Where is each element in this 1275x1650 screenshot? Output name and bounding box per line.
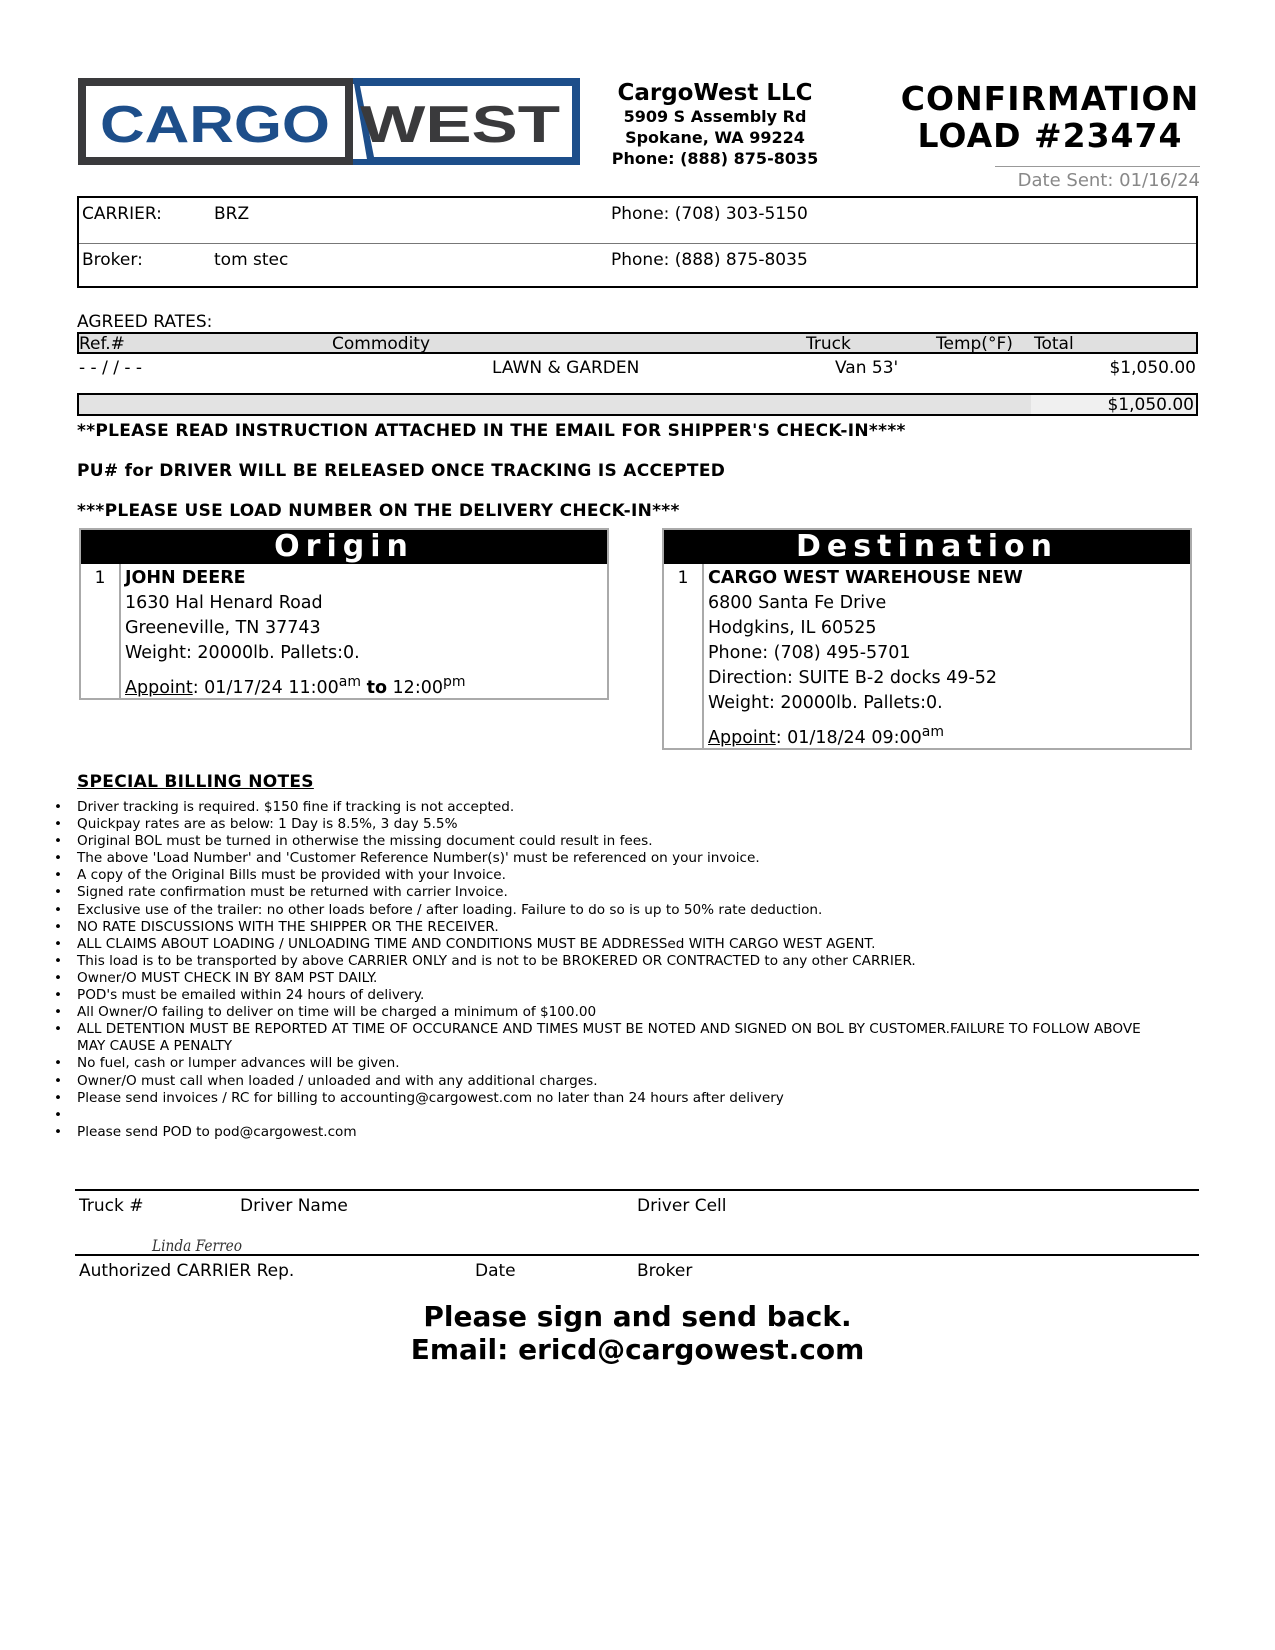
destination-appoint-label: Appoint [708, 727, 776, 748]
note-item: • Original BOL must be turned in otherwise the missing document could result in fees. [54, 833, 1164, 850]
carrier-value: BRZ [214, 204, 250, 224]
carrier-phone: Phone: (708) 303-5150 [611, 204, 808, 224]
destination-stop-number: 1 [664, 564, 704, 748]
header-commodity: Commodity [332, 334, 431, 354]
note-item: • Owner/O must call when loaded / unloaded and with any additional charges. [54, 1073, 1164, 1090]
origin-stop-number: 1 [81, 564, 121, 698]
rate-total: $1,050.00 [1109, 358, 1196, 378]
driver-cell-label: Driver Cell [637, 1196, 727, 1216]
broker-phone: Phone: (888) 875-8035 [611, 250, 808, 270]
cargowest-logo [78, 78, 580, 165]
destination-city: Hodgkins, IL 60525 [708, 618, 877, 638]
destination-name: CARGO WEST WAREHOUSE NEW [708, 568, 1023, 588]
destination-address: 6800 Santa Fe Drive [708, 593, 887, 613]
destination-box [662, 528, 1192, 750]
carrier-label: CARRIER: [82, 204, 162, 224]
origin-city: Greeneville, TN 37743 [125, 618, 321, 638]
broker-row [79, 244, 1196, 289]
instruction-delivery: ***PLEASE USE LOAD NUMBER ON THE DELIVERY CHECK-IN*** [77, 501, 680, 521]
instruction-pu: PU# for DRIVER WILL BE RELEASED ONCE TRACKING IS ACCEPTED [77, 461, 726, 481]
destination-details [708, 566, 1186, 751]
note-item: • ALL DETENTION MUST BE REPORTED AT TIME OF OCCURANCE AND TIMES MUST BE NOTED AND SIGNED ON BOL BY CUSTOMER.FAILURE TO FOLLOW ABOVE MAY CAUSE A PENALTY [54, 1021, 1164, 1055]
note-item: • Please send invoices / RC for billing to accounting@cargowest.com no later than 24 hours after delivery [54, 1090, 1164, 1107]
note-item: • POD's must be emailed within 24 hours of delivery. [54, 987, 1164, 1004]
origin-pm: pm [442, 674, 466, 690]
rate-row [77, 358, 1198, 382]
broker-sign-label: Broker [637, 1261, 693, 1281]
note-item: • Please send POD to pod@cargowest.com [54, 1124, 1164, 1141]
origin-details [125, 566, 603, 701]
signature-top-rule [75, 1189, 1199, 1191]
rate-commodity: LAWN & GARDEN [492, 358, 640, 378]
destination-appoint-time: : 01/18/24 09:00 [775, 727, 922, 748]
header-total: Total [1034, 334, 1074, 354]
destination-appointment [708, 720, 1186, 751]
destination-direction: Direction: SUITE B-2 docks 49-52 [708, 668, 998, 688]
header-temp: Temp(°F) [936, 334, 1013, 354]
company-info [590, 80, 840, 169]
origin-weight: Weight: 20000lb. Pallets:0. [125, 643, 360, 663]
logo-text-cargo: CARGO [100, 96, 330, 154]
origin-box [79, 528, 609, 700]
broker-value: tom stec [214, 250, 289, 270]
note-item: • NO RATE DISCUSSIONS WITH THE SHIPPER OR THE RECEIVER. [54, 919, 1164, 936]
origin-address: 1630 Hal Henard Road [125, 593, 323, 613]
note-item: • Signed rate confirmation must be returned with carrier Invoice. [54, 884, 1164, 901]
broker-label: Broker: [82, 250, 143, 270]
origin-appoint-time: : 01/17/24 11:00 [192, 677, 339, 698]
grand-total: $1,050.00 [1031, 395, 1196, 414]
carrier-box [77, 196, 1198, 288]
note-item: • All Owner/O failing to deliver on time will be charged a minimum of $100.00 [54, 1004, 1164, 1021]
authorized-rep-label: Authorized CARRIER Rep. [79, 1261, 295, 1281]
logo-text-west: WEST [360, 96, 561, 154]
note-item: • A copy of the Original Bills must be provided with your Invoice. [54, 867, 1164, 884]
origin-appointment [125, 670, 603, 701]
carrier-row [79, 198, 1196, 244]
note-item: • ALL CLAIMS ABOUT LOADING / UNLOADING TIME AND CONDITIONS MUST BE ADDRESSed WITH CARGO WEST AGENT. [54, 936, 1164, 953]
company-address2: Spokane, WA 99224 [625, 128, 805, 147]
note-item: • Exclusive use of the trailer: no other loads before / after loading. Failure to do so is up to 50% rate deduction. [54, 902, 1164, 919]
note-item: • Owner/O MUST CHECK IN BY 8AM PST DAILY. [54, 970, 1164, 987]
billing-notes-list [54, 799, 1164, 1141]
note-item: • No fuel, cash or lumper advances will be given. [54, 1055, 1164, 1072]
note-item: • Quickpay rates are as below: 1 Day is 8.5%, 3 day 5.5% [54, 816, 1164, 833]
sign-back-text: Please sign and send back. [423, 1300, 852, 1333]
destination-am: am [921, 724, 944, 740]
company-name: CargoWest LLC [617, 80, 813, 106]
rate-ref: - - / / - - [79, 358, 143, 378]
header-truck: Truck [806, 334, 851, 354]
date-sent: Date Sent: 01/16/24 [995, 166, 1200, 191]
origin-header: Origin [81, 530, 607, 564]
company-address1: 5909 S Assembly Rd [623, 107, 807, 126]
svg-text:Linda Ferreo: Linda Ferreo [151, 1236, 242, 1255]
confirmation-line1: CONFIRMATION [900, 79, 1200, 118]
rate-truck: Van 53' [835, 358, 899, 378]
billing-notes-title: SPECIAL BILLING NOTES [77, 772, 314, 792]
origin-to: to [366, 677, 387, 698]
rates-header [77, 332, 1198, 354]
note-item [54, 1107, 1164, 1124]
destination-phone: Phone: (708) 495-5701 [708, 643, 911, 663]
load-number: LOAD #23474 [917, 116, 1183, 155]
origin-name: JOHN DEERE [125, 568, 246, 588]
note-item: • This load is to be transported by above CARRIER ONLY and is not to be BROKERED OR CONTRACTED to any other CARRIER. [54, 953, 1164, 970]
instruction-checkin: **PLEASE READ INSTRUCTION ATTACHED IN THE EMAIL FOR SHIPPER'S CHECK-IN**** [77, 421, 906, 441]
origin-am: am [338, 674, 361, 690]
header-ref: Ref.# [79, 334, 125, 354]
grand-total-bar [77, 393, 1198, 416]
return-email: Email: ericd@cargowest.com [410, 1333, 865, 1366]
note-item: • The above 'Load Number' and 'Customer Reference Number(s)' must be referenced on your invoice. [54, 850, 1164, 867]
agreed-rates-title: AGREED RATES: [77, 312, 213, 332]
origin-appoint-label: Appoint [125, 677, 193, 698]
destination-header: Destination [664, 530, 1190, 564]
signature-bottom-rule [75, 1254, 1199, 1256]
truck-number-label: Truck # [79, 1196, 144, 1216]
note-item: • Driver tracking is required. $150 fine if tracking is not accepted. [54, 799, 1164, 816]
confirmation-title [900, 80, 1200, 154]
driver-name-label: Driver Name [240, 1196, 348, 1216]
date-label: Date [475, 1261, 516, 1281]
origin-end-time: 12:00 [392, 677, 443, 698]
company-phone: Phone: (888) 875-8035 [611, 149, 819, 168]
destination-weight: Weight: 20000lb. Pallets:0. [708, 693, 943, 713]
